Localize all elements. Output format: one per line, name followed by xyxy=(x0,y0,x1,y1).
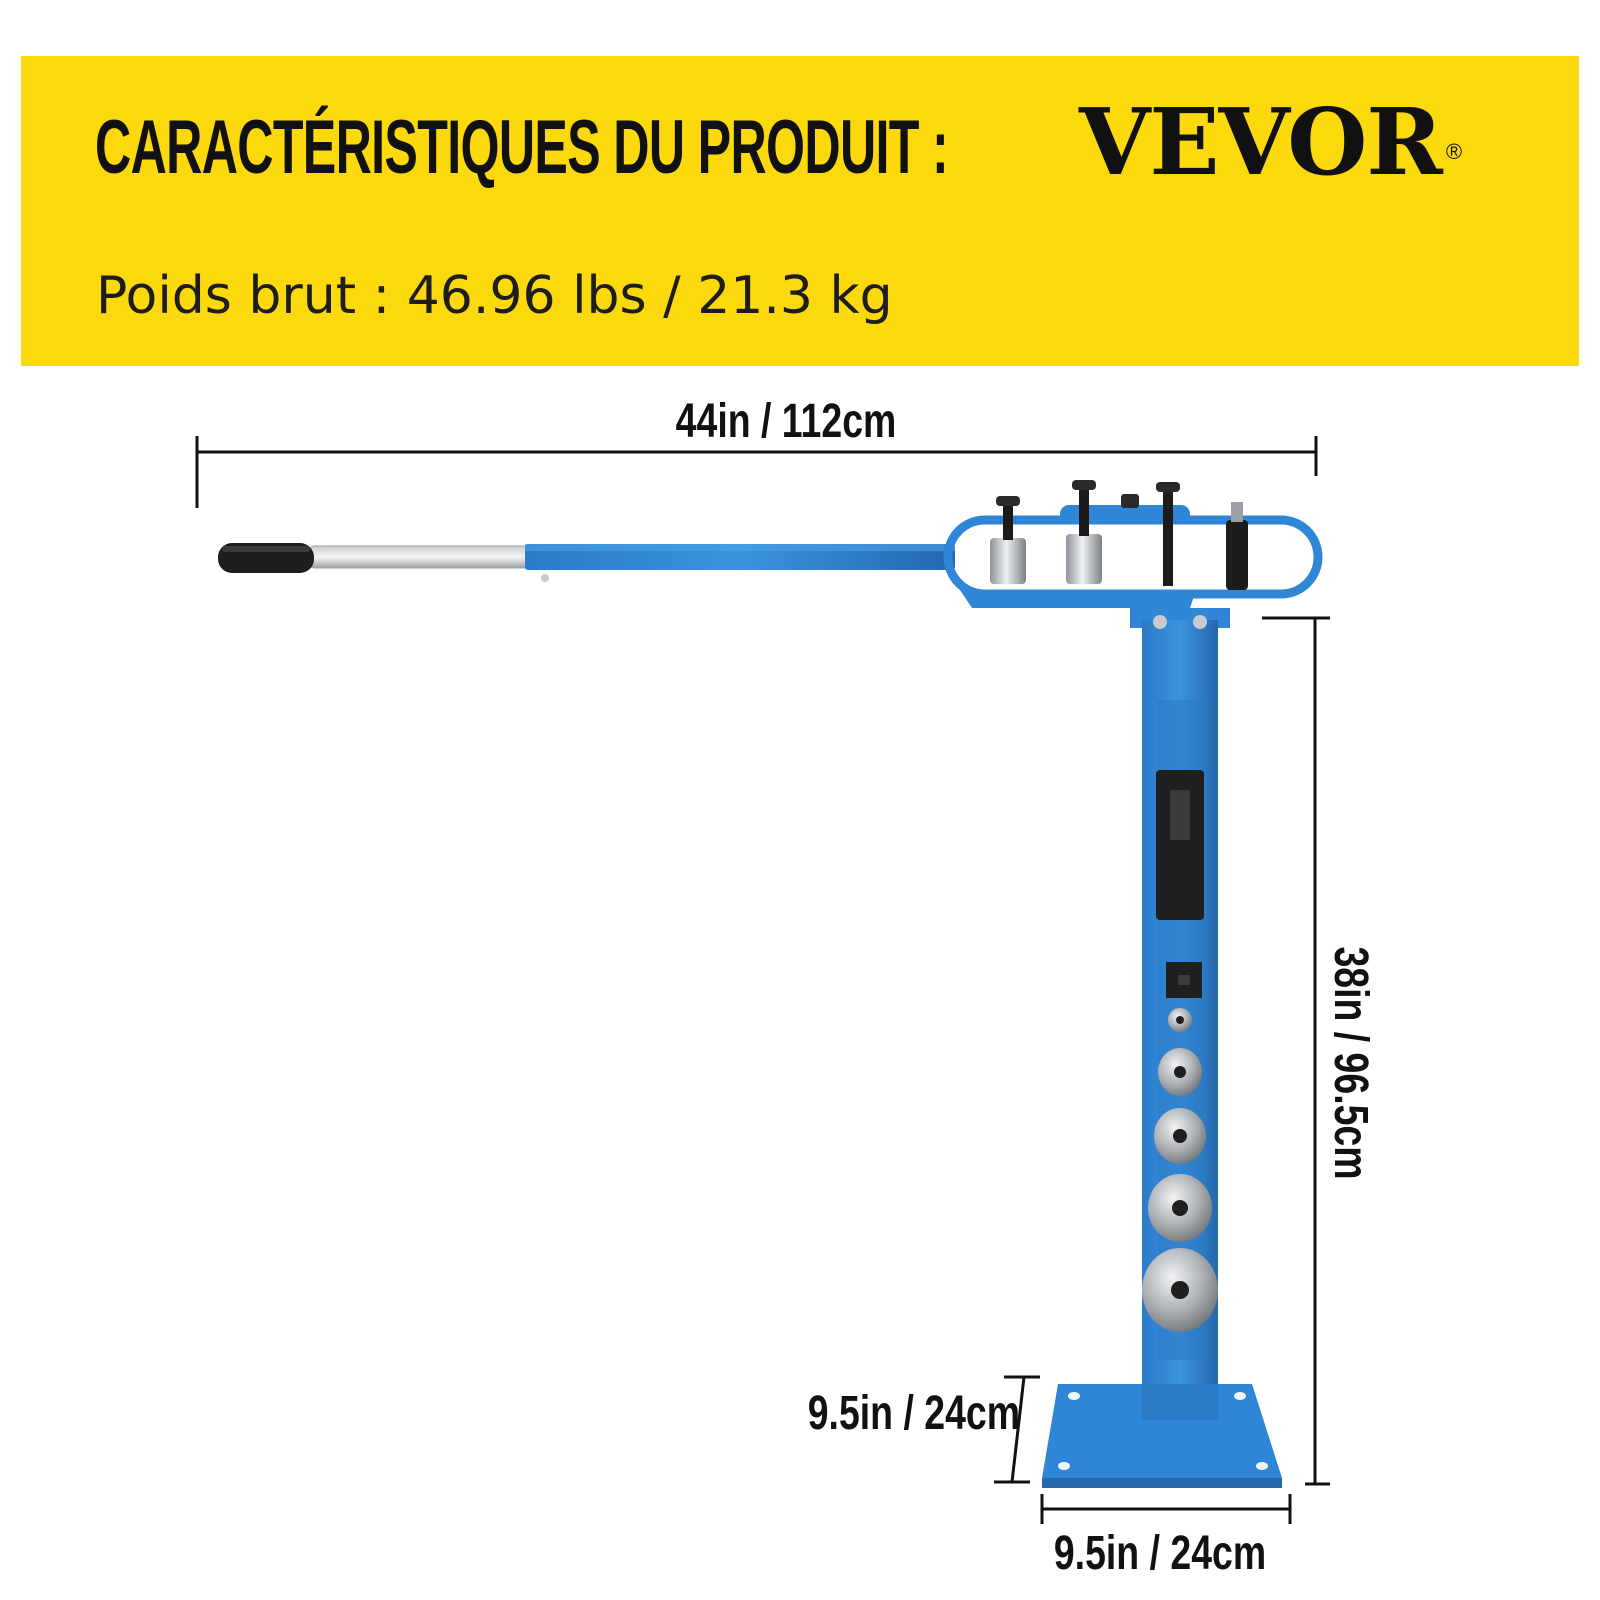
rubber-grip-handle-icon xyxy=(218,543,530,573)
lever-arm xyxy=(525,544,955,582)
registered-mark: ® xyxy=(1445,139,1462,164)
brand-name: VEVOR xyxy=(1079,88,1442,196)
height-dimension-line xyxy=(1262,618,1330,1484)
length-label: 44in / 112cm xyxy=(675,395,897,448)
features-headline: CARACTÉRISTIQUES DU PRODUIT : xyxy=(95,105,949,190)
base-plate xyxy=(1042,1384,1282,1488)
base-width-label: 9.5in / 24cm xyxy=(1053,1527,1267,1580)
height-label: 38in / 96.5cm xyxy=(1324,946,1377,1180)
base-width-dimension-line xyxy=(1042,1494,1290,1524)
base-depth-label: 9.5in / 24cm xyxy=(807,1387,1020,1440)
gross-weight-text: Poids brut : 46.96 lbs / 21.3 kg xyxy=(96,266,893,326)
bending-head xyxy=(948,480,1318,608)
